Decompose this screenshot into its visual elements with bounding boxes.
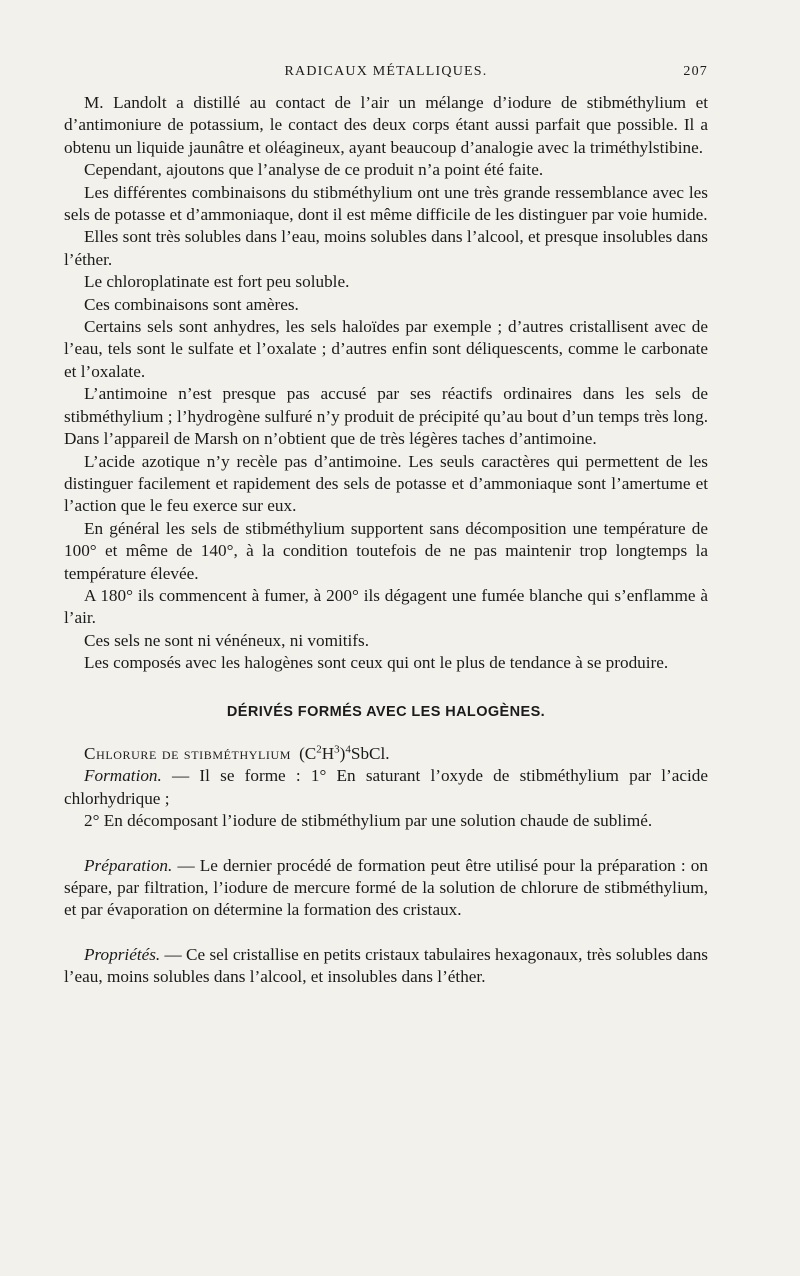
paragraph: Elles sont très solubles dans l’eau, moins solubles dans l’alcool, et presque insolubles dans l’éther. [64,227,708,269]
proprietes-text: — Ce sel cristallise en petits cristaux tabulaires hexagonaux, très solubles dans l’eau, moins solubles dans l’alcool, et insolubles dans l’éther. [64,944,708,987]
formation-text: — Il se forme : 1° En saturant l’oxyde de stibméthylium par l’acide chlorhydrique ; [64,766,708,808]
preparation-text: — Le dernier procédé de formation peut être utilisé pour la préparation : on sépare, par filtration, l’iodure de mercure formé de la solution de chlorure de stibméthylium, et par évaporation on détermine la formation des cristaux. [64,855,708,920]
proprietes-label: Propriétés. [84,944,161,964]
preparation-label: Préparation. [84,855,173,875]
paragraph: M. Landolt a distillé au contact de l’air un mélange d’iodure de stibméthylium et d’antimoniure de potassium, le contact des deux corps étant aussi parfait que possible. Il a obtenu un liquide jaunâtre et oléagineux, ayant beaucoup d’analogie avec la triméthylstibine. [64,93,708,157]
proprietes-paragraph [64,944,708,989]
paragraph: Ces combinaisons sont amères. [84,294,299,314]
paragraph: Le chloroplatinate est fort peu soluble. [84,272,350,292]
preparation-paragraph [64,855,708,922]
paragraph: A 180° ils commencent à fumer, à 200° ils dégagent une fumée blanche qui s’enflamme à l’air. [64,585,708,628]
paragraph: Cependant, ajoutons que l’analyse de ce produit n’a point été faite. [84,160,544,180]
paragraph: Ces sels ne sont ni vénéneux, ni vomitifs. [84,630,369,650]
page-body [64,92,708,989]
section-title: DÉRIVÉS FORMÉS AVEC LES HALOGÈNES. [226,703,546,720]
compound-heading [64,743,708,765]
formation-paragraph-2: 2° En décomposant l’iodure de stibméthylium par une solution chaude de sublimé. [84,811,653,831]
paragraph: L’acide azotique n’y recèle pas d’antimoine. Les seuls caractères qui permettent de les distinguer facilement et rapidement des sels de potasse et d’ammoniaque sont l’amertume et l’action que le feu exerce sur eux. [64,451,708,516]
paragraph: Les différentes combinaisons du stibméthylium ont une très grande ressemblance avec les sels de potasse et d’ammoniaque, dont il est même difficile de les distinguer par voie humide. [64,182,708,225]
paragraph: L’antimoine n’est presque pas accusé par ses réactifs ordinaires dans les sels de stibméthylium ; l’hydrogène sulfuré n’y produit de précipité qu’au bout d’un temps très long. Dans l’appareil de Marsh on n’obtient que de très légères taches d’antimoine. [64,384,708,449]
page-number: 207 [683,64,708,79]
formation-label: Formation. [84,766,162,786]
running-title: RADICAUX MÉTALLIQUES. [284,64,488,79]
paragraph: Les composés avec les halogènes sont ceux qui ont le plus de tendance à se produire. [84,653,669,673]
formation-paragraph [64,765,708,810]
running-head [64,60,708,84]
paragraph: Certains sels sont anhydres, les sels haloïdes par exemple ; d’autres cristallisent avec de l’eau, tels sont le sulfate et l’oxalate ; d’autres enfin sont déliquescents, comme le carbonate et l’oxalate. [64,317,708,381]
paragraph: En général les sels de stibméthylium supportent sans décomposition une température de 100° et même de 140°, à la condition toutefois de ne pas maintenir trop longtemps la température élevée. [64,518,708,583]
compound-formula: $(C^2H^3)^4SbCl$. [299,743,390,763]
compound-name: Chlorure de stibméthylium [84,743,292,763]
